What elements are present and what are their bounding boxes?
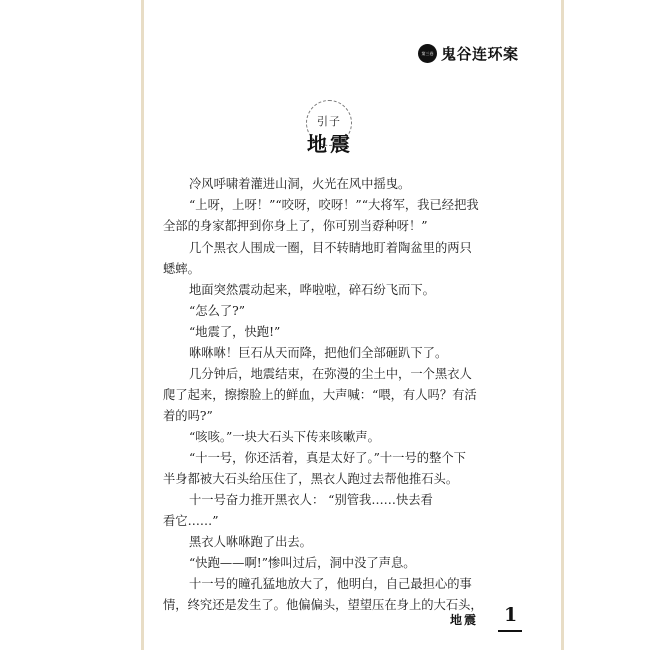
body-line: “怎么了?”: [189, 304, 246, 318]
body-line: 情，终究还是发生了。他偏偏头，望望压在身上的大石头，: [163, 598, 483, 612]
intro-label: 引子: [317, 115, 341, 128]
body-line: 咻咻咻！巨石从天而降，把他们全部砸趴下了。: [189, 346, 448, 360]
page-edge-left: [141, 0, 144, 650]
chapter-title: 地震: [307, 132, 353, 156]
body-line: 冷风呼啸着灌进山洞，火光在风中摇曳。: [189, 177, 411, 191]
footer-chapter-title: 地震: [450, 613, 479, 627]
body-line: 半身都被大石头给压住了，黑衣人跑过去帮他推石头。: [163, 472, 459, 486]
body-line: 爬了起来，擦擦脸上的鲜血，大声喊：“喂，有人吗？有活: [163, 388, 477, 402]
body-line: 十一号的瞳孔猛地放大了，他明白，自己最担心的事: [189, 577, 472, 591]
book-title: 鬼谷连环案: [441, 45, 519, 63]
page-number-rule: [498, 630, 522, 632]
body-line: “咳咳。”一块大石头下传来咳嗽声。: [189, 430, 380, 444]
body-line: 全部的身家都押到你身上了，你可别当孬种呀！”: [163, 219, 428, 233]
body-line: “上呀，上呀！”“咬呀，咬呀！”“大将军，我已经把我: [189, 198, 479, 212]
body-line: “地震了，快跑!”: [189, 325, 281, 339]
page-edge-right: [561, 0, 564, 650]
page-number: 1: [504, 604, 518, 626]
body-line: 几分钟后，地震结束，在弥漫的尘土中，一个黑衣人: [189, 367, 472, 381]
body-line: 蟋蟀。: [163, 262, 200, 276]
body-line: 几个黑衣人围成一圈，目不转睛地盯着陶盆里的两只: [189, 241, 472, 255]
body-line: 十一号奋力推开黑衣人： “别管我……快去看: [189, 493, 433, 507]
body-line: 看它……”: [163, 514, 219, 528]
body-line: “快跑——啊!”惨叫过后，洞中没了声息。: [189, 556, 416, 570]
body-line: 黑衣人咻咻跑了出去。: [189, 535, 312, 549]
body-line: “十一号，你还活着，真是太好了。”十一号的整个下: [189, 451, 466, 465]
running-header: [418, 43, 519, 64]
volume-badge: 第三卷: [418, 44, 437, 63]
body-line: 地面突然震动起来，哗啦啦，碎石纷飞而下。: [189, 283, 435, 297]
body-line: 着的吗?”: [163, 409, 213, 423]
